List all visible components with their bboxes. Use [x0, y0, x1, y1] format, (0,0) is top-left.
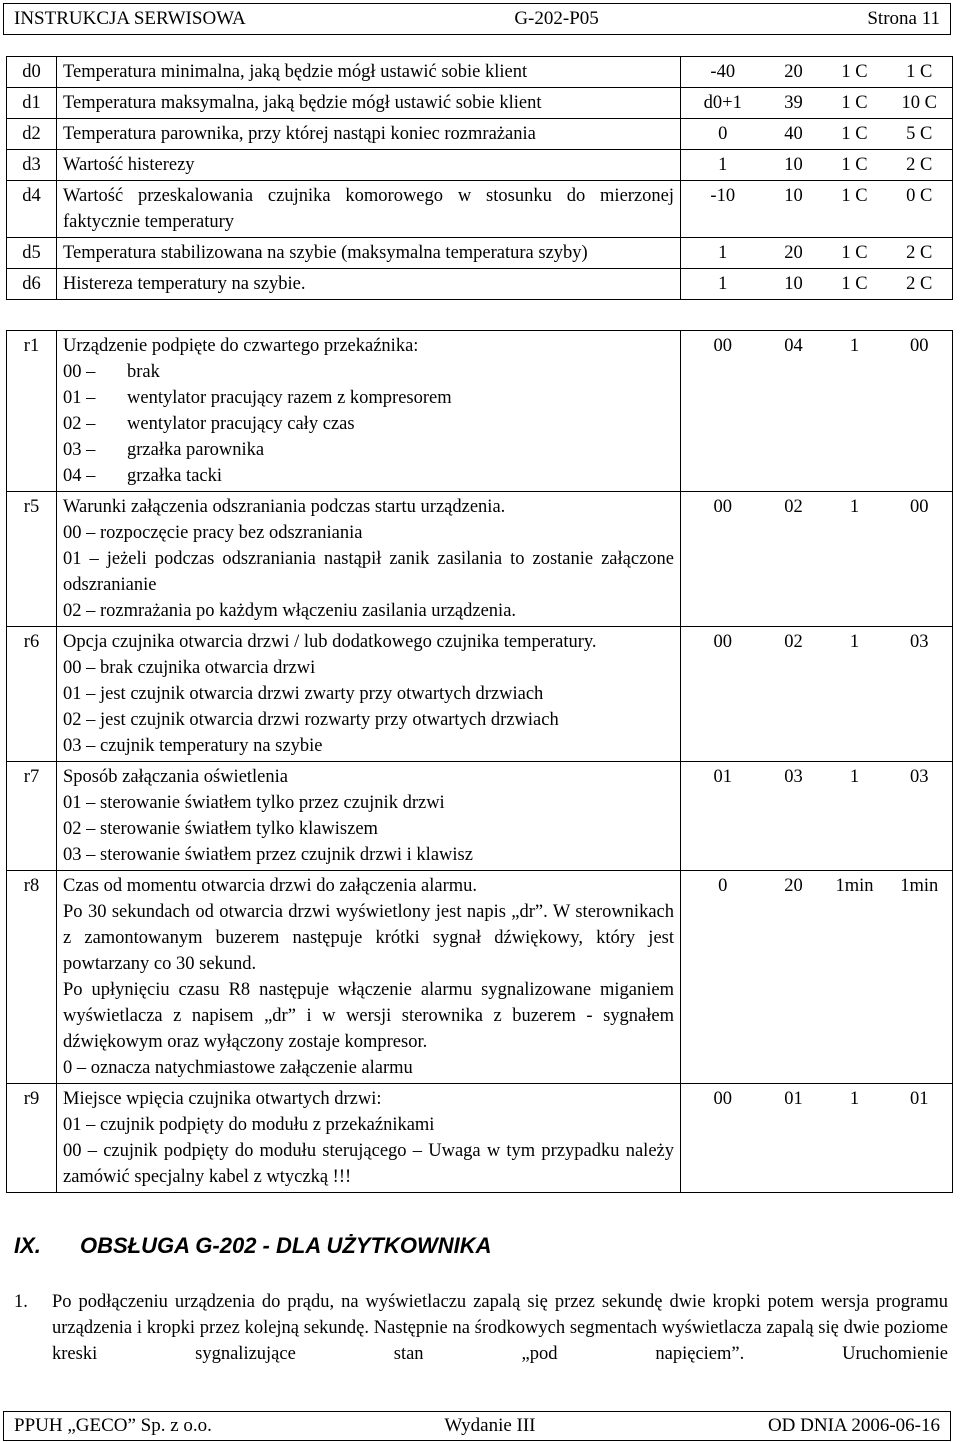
param-description	[57, 331, 681, 492]
param-default: 0 C	[887, 181, 953, 238]
page-footer	[3, 1411, 951, 1441]
param-default: 5 C	[887, 119, 953, 150]
section-number: IX.	[14, 1233, 41, 1258]
param-code: r8	[7, 871, 57, 1084]
param-max: 04	[765, 331, 823, 492]
param-description	[57, 871, 681, 1084]
param-min: 00	[681, 1084, 765, 1193]
param-description: Histereza temperatury na szybie.	[57, 269, 681, 300]
param-code: d4	[7, 181, 57, 238]
param-description	[57, 492, 681, 627]
param-title: Sposób załączania oświetlenia	[63, 767, 288, 787]
description-line: 00 – brak czujnika otwarcia drzwi	[63, 658, 316, 678]
instruction-paragraph	[14, 1289, 948, 1367]
param-min: 00	[681, 627, 765, 762]
param-default: 2 C	[887, 150, 953, 181]
param-step: 1	[823, 627, 887, 762]
param-step: 1 C	[823, 119, 887, 150]
description-line: 01 – jeżeli podczas odszraniania nastąpił zanik zasilania to zostanie załączone odszranianie	[63, 549, 674, 595]
param-min: -40	[681, 57, 765, 88]
param-default: 01	[887, 1084, 953, 1193]
description-line: 01 – czujnik podpięty do modułu z przekaźnikami	[63, 1115, 435, 1135]
footer-edition: Wydanie III	[444, 1415, 536, 1436]
option-label: brak	[127, 362, 160, 382]
param-title: Warunki załączenia odszraniania podczas startu urządzenia.	[63, 497, 506, 517]
param-description: Temperatura maksymalna, jaką będzie mógł ustawić sobie klient	[57, 88, 681, 119]
param-min: 1	[681, 238, 765, 269]
param-step: 1	[823, 762, 887, 871]
param-default: 2 C	[887, 238, 953, 269]
param-min: 01	[681, 762, 765, 871]
param-step: 1	[823, 1084, 887, 1193]
option-code: 01 –	[63, 388, 96, 408]
paragraph-number: 1.	[14, 1292, 28, 1312]
option-label: grzałka parownika	[127, 440, 265, 460]
param-max: 10	[765, 269, 823, 300]
param-max: 02	[765, 627, 823, 762]
param-step: 1	[823, 492, 887, 627]
param-default: 03	[887, 627, 953, 762]
option-item	[63, 463, 674, 489]
param-code: d3	[7, 150, 57, 181]
param-max: 39	[765, 88, 823, 119]
param-max: 03	[765, 762, 823, 871]
param-min: 1	[681, 269, 765, 300]
option-item	[63, 359, 674, 385]
option-label: wentylator pracujący cały czas	[127, 414, 355, 434]
param-step: 1 C	[823, 238, 887, 269]
paragraph-text: Po podłączeniu urządzenia do prądu, na wyświetlaczu zapalą się przez sekundę dwie kropki potem wersja programu urządzenia i kropki przez kolejną sekundę. Następnie na środkowych segmentach wyświetlacza zapalą się dwie poziome kreski sygnalizujące stan „pod napięciem”. Uruchomienie	[52, 1292, 948, 1364]
description-line: Po upłynięciu czasu R8 następuje włączenie alarmu sygnalizowane miganiem wyświetlacza z napisem „dr” i w wersji sterownika z buzerem - sygnałem dźwiękowym oraz wyłączony zostaje kompresor.	[63, 980, 674, 1052]
param-max: 10	[765, 181, 823, 238]
header-doc-code: G-202-P05	[514, 8, 599, 29]
param-min: 00	[681, 492, 765, 627]
param-step: 1 C	[823, 269, 887, 300]
param-max: 02	[765, 492, 823, 627]
param-step: 1 C	[823, 57, 887, 88]
table-row	[7, 88, 953, 119]
description-line: Po 30 sekundach od otwarcia drzwi wyświetlony jest napis „dr”. W sterownikach z zamontowanym buzerem następuje krótki sygnał dźwiękowy, który jest powtarzany co 30 sekund.	[63, 902, 674, 974]
param-max: 20	[765, 238, 823, 269]
param-default: 03	[887, 762, 953, 871]
param-min: 0	[681, 871, 765, 1084]
param-default: 1min	[887, 871, 953, 1084]
param-min: 1	[681, 150, 765, 181]
description-line: 01 – sterowanie światłem tylko przez czujnik drzwi	[63, 793, 445, 813]
param-code: r9	[7, 1084, 57, 1193]
option-item	[63, 411, 674, 437]
param-description	[57, 627, 681, 762]
param-max: 20	[765, 871, 823, 1084]
param-description: Wartość przeskalowania czujnika komorowego w stosunku do mierzonej faktycznie temperatury	[57, 181, 681, 238]
param-code: r6	[7, 627, 57, 762]
table-row	[7, 1084, 953, 1193]
table-row	[7, 119, 953, 150]
param-description	[57, 1084, 681, 1193]
param-max: 10	[765, 150, 823, 181]
table-row	[7, 492, 953, 627]
param-description: Temperatura parownika, przy której nastąpi koniec rozmrażania	[57, 119, 681, 150]
table-row	[7, 331, 953, 492]
table-row	[7, 871, 953, 1084]
option-label: wentylator pracujący razem z kompresorem	[127, 388, 452, 408]
table-row	[7, 238, 953, 269]
param-default: 1 C	[887, 57, 953, 88]
param-code: d1	[7, 88, 57, 119]
page-header	[3, 3, 951, 35]
section-heading	[14, 1233, 491, 1259]
param-default: 10 C	[887, 88, 953, 119]
param-title: Miejsce wpięcia czujnika otwartych drzwi:	[63, 1089, 382, 1109]
param-min: -10	[681, 181, 765, 238]
option-code: 04 –	[63, 466, 96, 486]
param-max: 20	[765, 57, 823, 88]
param-code: r5	[7, 492, 57, 627]
description-line: 0 – oznacza natychmiastowe załączenie alarmu	[63, 1058, 413, 1078]
header-page-number: Strona 11	[867, 8, 940, 29]
param-description: Temperatura stabilizowana na szybie (maksymalna temperatura szyby)	[57, 238, 681, 269]
option-item	[63, 437, 674, 463]
section-title: OBSŁUGA G-202 - DLA UŻYTKOWNIKA	[80, 1233, 492, 1258]
param-min: 00	[681, 331, 765, 492]
description-line: 01 – jest czujnik otwarcia drzwi zwarty przy otwartych drzwiach	[63, 684, 544, 704]
param-default: 00	[887, 331, 953, 492]
table-row	[7, 181, 953, 238]
param-code: r1	[7, 331, 57, 492]
param-code: d6	[7, 269, 57, 300]
param-code: r7	[7, 762, 57, 871]
parameters-table-r	[6, 330, 953, 1193]
param-min: 0	[681, 119, 765, 150]
param-max: 01	[765, 1084, 823, 1193]
table-row	[7, 627, 953, 762]
param-code: d0	[7, 57, 57, 88]
param-description: Temperatura minimalna, jaką będzie mógł ustawić sobie klient	[57, 57, 681, 88]
header-title: INSTRUKCJA SERWISOWA	[14, 8, 246, 29]
param-default: 00	[887, 492, 953, 627]
param-title: Opcja czujnika otwarcia drzwi / lub dodatkowego czujnika temperatury.	[63, 632, 597, 652]
param-title: Urządzenie podpięte do czwartego przekaźnika:	[63, 336, 419, 356]
description-line: 00 – rozpoczęcie pracy bez odszraniania	[63, 523, 363, 543]
param-max: 40	[765, 119, 823, 150]
table-row	[7, 57, 953, 88]
param-step: 1 C	[823, 150, 887, 181]
table-row	[7, 762, 953, 871]
param-step: 1 C	[823, 88, 887, 119]
param-code: d5	[7, 238, 57, 269]
param-step: 1min	[823, 871, 887, 1084]
description-line: 02 – sterowanie światłem tylko klawiszem	[63, 819, 378, 839]
option-code: 02 –	[63, 414, 96, 434]
option-label: grzałka tacki	[127, 466, 223, 486]
param-description: Wartość histerezy	[57, 150, 681, 181]
param-step: 1 C	[823, 181, 887, 238]
table-row	[7, 269, 953, 300]
footer-date: OD DNIA 2006-06-16	[767, 1415, 940, 1436]
description-line: 03 – sterowanie światłem przez czujnik drzwi i klawisz	[63, 845, 473, 865]
description-line: 02 – jest czujnik otwarcia drzwi rozwarty przy otwartych drzwiach	[63, 710, 559, 730]
description-line: 03 – czujnik temperatury na szybie	[63, 736, 323, 756]
option-item	[63, 385, 674, 411]
parameters-table-d	[6, 56, 953, 300]
footer-company: PPUH „GECO” Sp. z o.o.	[14, 1415, 212, 1436]
param-default: 2 C	[887, 269, 953, 300]
param-step: 1	[823, 331, 887, 492]
option-code: 03 –	[63, 440, 96, 460]
param-min: d0+1	[681, 88, 765, 119]
param-title: Czas od momentu otwarcia drzwi do załączenia alarmu.	[63, 876, 478, 896]
table-row	[7, 150, 953, 181]
option-code: 00 –	[63, 362, 96, 382]
param-code: d2	[7, 119, 57, 150]
param-description	[57, 762, 681, 871]
description-line: 00 – czujnik podpięty do modułu sterującego – Uwaga w tym przypadku należy zamówić specjalny kabel z wtyczką !!!	[63, 1141, 674, 1187]
description-line: 02 – rozmrażania po każdym włączeniu zasilania urządzenia.	[63, 601, 517, 621]
